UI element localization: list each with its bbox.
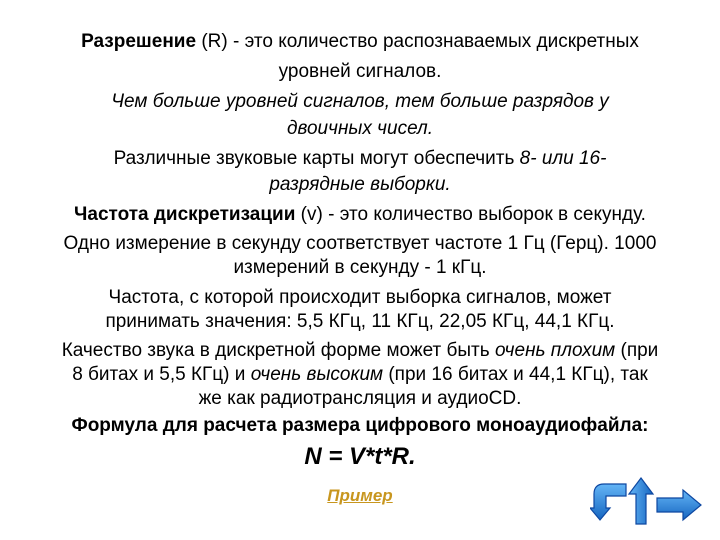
- soundcards-line-1: [0, 147, 720, 171]
- forward-button[interactable]: [655, 488, 703, 522]
- quality-line-2: [0, 363, 720, 387]
- quality-text-a: Качество звука в дискретной форме может быть: [61, 340, 495, 361]
- quality-text-c: (при: [615, 340, 659, 361]
- formula: N = V*t*R.: [304, 443, 416, 470]
- arrow-right-icon: [655, 488, 703, 522]
- up-button[interactable]: [627, 476, 655, 528]
- frequency-values-line-2: принимать значения: 5,5 КГц, 11 КГц, 22,05 КГц, 44,1 КГц.: [105, 311, 615, 332]
- quality-very-high: очень высоким: [250, 364, 384, 385]
- sampling-rate-line: [0, 203, 720, 227]
- frequency-values-line-1: Частота, с которой происходит выборка сигналов, может: [108, 287, 612, 308]
- example-link-label: Пример: [327, 486, 393, 505]
- sampling-rate-definition: (v) - это количество выборок в секунду.: [295, 204, 646, 225]
- soundcards-bits: 8- или 16-: [519, 148, 607, 169]
- quality-line-3: же как радиотрансляция и аудиоCD.: [198, 388, 522, 409]
- resolution-term: Разрешение: [81, 31, 197, 52]
- hertz-line-2: измерений в секунду - 1 кГц.: [233, 257, 487, 278]
- resolution-line-2: уровней сигналов.: [278, 61, 442, 82]
- arrow-up-icon: [627, 476, 655, 528]
- sampling-rate-term: Частота дискретизации: [74, 204, 296, 225]
- resolution-line-1: [0, 30, 720, 54]
- quality-very-bad: очень плохим: [494, 340, 616, 361]
- quality-text-d: 8 битах и 5,5 КГц) и: [72, 364, 251, 385]
- quality-text-f: (при 16 битах и 44,1 КГц), так: [383, 364, 648, 385]
- back-button[interactable]: [590, 478, 630, 528]
- hertz-line-1: Одно измерение в секунду соответствует частоте 1 Гц (Герц). 1000: [63, 233, 657, 254]
- levels-line-2: двоичных чисел.: [286, 118, 434, 139]
- quality-line-1: [0, 339, 720, 363]
- levels-line-1: Чем больше уровней сигналов, тем больше разрядов у: [111, 91, 609, 112]
- formula-heading: Формула для расчета размера цифрового моноаудиофайла:: [71, 415, 649, 436]
- soundcards-line-2: разрядные выборки.: [269, 174, 451, 195]
- resolution-definition: (R) - это количество распознаваемых дискретных: [196, 31, 639, 52]
- soundcards-text: Различные звуковые карты могут обеспечить: [113, 148, 520, 169]
- arrow-left-icon: [590, 478, 630, 528]
